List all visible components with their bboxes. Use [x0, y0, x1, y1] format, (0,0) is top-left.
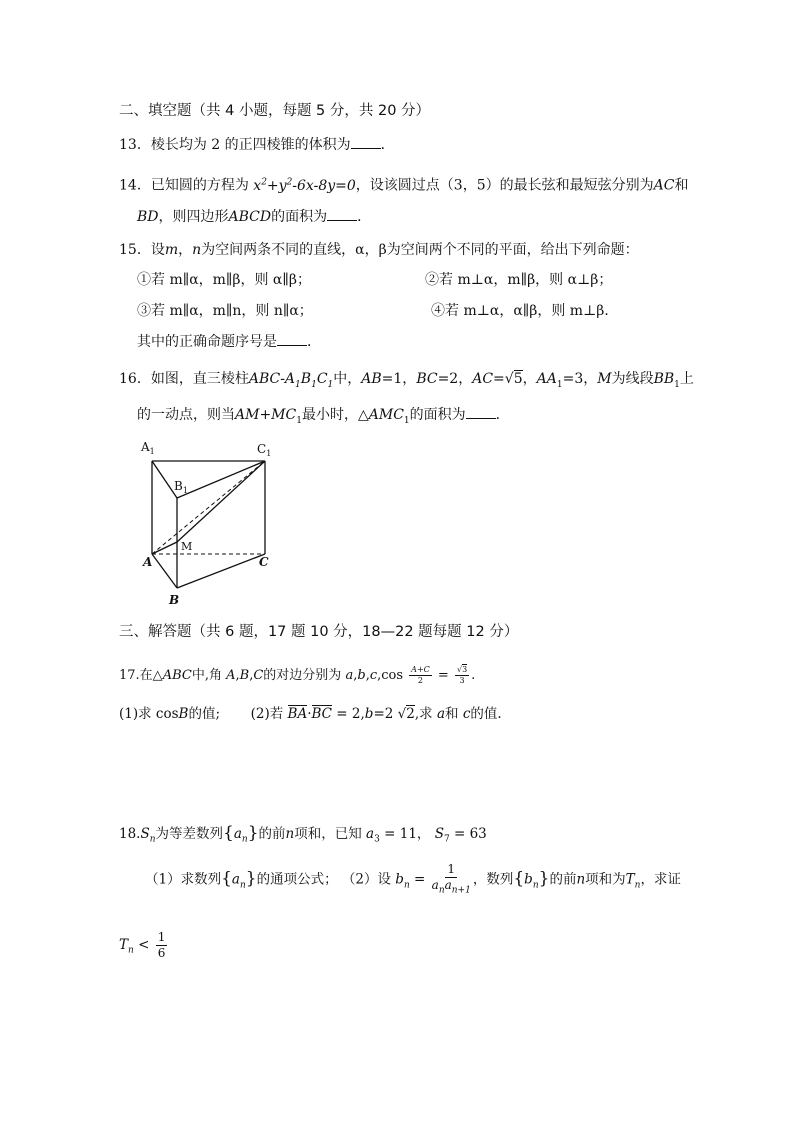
q17-l1d: ,cos	[377, 668, 404, 683]
label-m: M	[181, 540, 193, 553]
q18-p1b: 的通项公式；	[256, 871, 338, 888]
q17-sides: a	[345, 668, 354, 683]
q15-end: ．	[307, 334, 321, 350]
q15-proposition-1: ①若 m∥α，m∥β，则 α∥β；	[137, 272, 311, 288]
question-16-line-1: 16．如图，直三棱柱ABC-$A_1B_1C_1$中，AB=1，BC=2，AC=√5，$AA_1=3$，M为线段$BB_1$上	[119, 371, 694, 390]
q18-p1a: （1）求数列	[145, 871, 222, 888]
q17-l1a: 17.在△	[119, 668, 163, 683]
answer-blank	[351, 136, 381, 149]
q17-p1a: (1)求 cos	[119, 706, 179, 722]
q15-proposition-2: ②若 m⊥α，m∥β，则 α⊥β；	[425, 272, 613, 288]
q14-l1c: 和	[674, 177, 689, 194]
q16-l1b: 中，	[333, 371, 362, 387]
q15-intro-a: 15．设	[119, 242, 165, 258]
q16-l1a: 16．如图，直三棱柱	[119, 371, 249, 387]
label-c: C	[259, 555, 269, 569]
fraction-1-over-an-an1: $\frac{1}{a_na_{n+1}}$	[431, 862, 471, 896]
label-a: A	[143, 555, 153, 569]
q18-l1a: 18.	[119, 826, 141, 842]
q17-angles: A	[226, 668, 236, 683]
q16-l2c: 的面积为	[409, 407, 466, 423]
q15-lines-mn: m	[164, 242, 179, 258]
answer-blank	[327, 208, 357, 221]
q14-l1a: 14．已知圆的方程为	[119, 177, 249, 194]
q16-end: ．	[495, 407, 510, 423]
q18-tn: T	[119, 937, 129, 953]
q14-chord-ac: AC	[653, 177, 675, 194]
question-18-line-1: $18.S_n$为等差数列$\{a_n\}$的前n项和，已知 $a_3 = 11$， $S_7 = 63$	[119, 823, 487, 845]
q16-l2b: 最小时，△	[301, 407, 369, 423]
q17-p2d: ,求	[414, 706, 433, 722]
q17-p2c: =2	[373, 706, 394, 722]
edge-a-b	[152, 554, 177, 588]
q13-text: 13．棱长均为 2 的正四棱锥的体积为	[119, 137, 351, 153]
q17-p2f: 的值.	[470, 706, 502, 722]
q17-p2b: ,	[360, 706, 365, 722]
q18-l1b: 为等差数列	[155, 826, 224, 842]
label-a1: $A_1$	[141, 440, 155, 456]
q15-proposition-3: ③若 m∥α，m∥n，则 n∥α；	[137, 303, 313, 319]
q17-l1e: .	[471, 668, 476, 683]
q16-sum: AM+MC	[235, 407, 297, 423]
answer-blank	[466, 406, 496, 419]
q18-l1d: 项和，已知	[294, 826, 362, 842]
sqrt-2: √2	[397, 706, 415, 722]
q15-ask-text: 其中的正确命题序号是	[137, 334, 277, 350]
question-17-line-1: 17.在△ABC中,角 A,B,C的对边分别为 a,b,c,cos $\frac{A+C}{2}$ = $\frac{√3}{3}$ .	[119, 665, 476, 685]
q17-p1b: 的值;	[188, 706, 221, 722]
q16-prism: ABC-$A_1B_1C_1$	[248, 371, 334, 390]
q18-p2d: 项和为	[585, 871, 626, 888]
q15-line-n: n	[192, 242, 202, 258]
edge-b1-c1	[177, 461, 265, 498]
q18-bn: b	[395, 871, 404, 888]
fraction-1-over-6: $\frac{1}{6}$	[157, 930, 166, 960]
q18-p2a: （2）设	[341, 871, 391, 888]
q13-end: ．	[380, 137, 395, 153]
label-b: B	[169, 593, 180, 607]
q16-l2a: 的一动点，则当	[137, 407, 235, 423]
question-15-intro: 15．设m，n为空间两条不同的直线，α，β为空间两个不同的平面，给出下列命题：	[119, 242, 639, 258]
q17-l1b: 中,角	[191, 668, 222, 683]
q18-given-a3: a	[366, 826, 375, 842]
q14-end: ．	[357, 209, 372, 225]
label-c1: $C_1$	[257, 442, 272, 458]
dot-product-ba-bc: BA·BC = 2	[287, 706, 361, 722]
q14-l2b: ，则四边形	[158, 209, 229, 225]
question-18-line-3: $T_n$ < $\frac{1}{6}$	[119, 930, 166, 960]
fraction-sqrt3-over-3: $\frac{√3}{3}$	[456, 665, 468, 685]
q14-quad-abcd: ABCD	[228, 209, 272, 225]
label-b1: $B_1$	[174, 479, 188, 495]
q15-ask	[137, 332, 321, 352]
q16-l1d: 上	[679, 371, 694, 387]
q18-given-s7: S	[434, 826, 444, 842]
q18-p2c: 的前	[549, 871, 577, 888]
question-14-line-1	[119, 172, 688, 196]
q16-conditions: AB	[361, 371, 382, 387]
q18-l1c: 的前	[258, 826, 286, 842]
fraction-a-plus-c-over-2: $\frac{A+C}{2}$	[411, 665, 430, 685]
question-13	[119, 135, 395, 155]
q16-triangle: AMC	[368, 407, 404, 423]
question-17-line-2: (1)求 cosB的值; (2)若 BA·BC = 2,b=2 √2,求 a和 c的值.	[119, 706, 502, 722]
segment-m-c1	[177, 461, 265, 542]
q14-circle-equation: $x^2+y^2-6x-8y=0$	[253, 177, 356, 194]
q18-p2e: ，求证	[640, 871, 681, 888]
q18-p2b: ，数列	[472, 871, 514, 888]
sqrt-5: √5	[504, 371, 523, 387]
section-3-heading: 三、解答题（共 6 题，17 题 10 分，18—22 题每题 12 分）	[119, 624, 519, 640]
q14-chord-bd: BD	[137, 209, 159, 225]
q15-proposition-4: ④若 m⊥α，α∥β，则 m⊥β．	[431, 303, 619, 319]
section-2-heading: 二、填空题（共 4 小题，每题 5 分，共 20 分）	[119, 103, 431, 119]
hidden-segment-a-c1	[152, 461, 265, 554]
q17-p2e: 和	[445, 706, 459, 722]
q14-l1b: ，设该圆过点（3，5）的最长弦和最短弦分别为	[355, 177, 654, 194]
q17-p2a: (2)若	[250, 706, 284, 722]
q17-l1c: 的对边分别为	[263, 668, 342, 683]
q15-intro-b: 为空间两条不同的直线，α，β为空间两个不同的平面，给出下列命题：	[201, 242, 639, 258]
answer-blank	[277, 333, 307, 346]
prism-figure	[132, 432, 292, 612]
question-18-line-2: （1）求数列$\{a_n\}$的通项公式； （2）设 $b_n$ = $\frac{1}{a_na_{n+1}}$ ，数列$\{b_n\}$的前n项和为$T_n$，求证	[145, 862, 681, 900]
q16-l1c: 为线段	[611, 371, 654, 387]
question-14-line-2	[137, 207, 371, 227]
edge-b-c	[177, 554, 265, 588]
question-16-line-2: 的一动点，则当$AM+MC_1$最小时，$\triangle AMC_1$的面积为 ．	[137, 407, 510, 426]
q14-l2c: 的面积为	[271, 209, 328, 225]
